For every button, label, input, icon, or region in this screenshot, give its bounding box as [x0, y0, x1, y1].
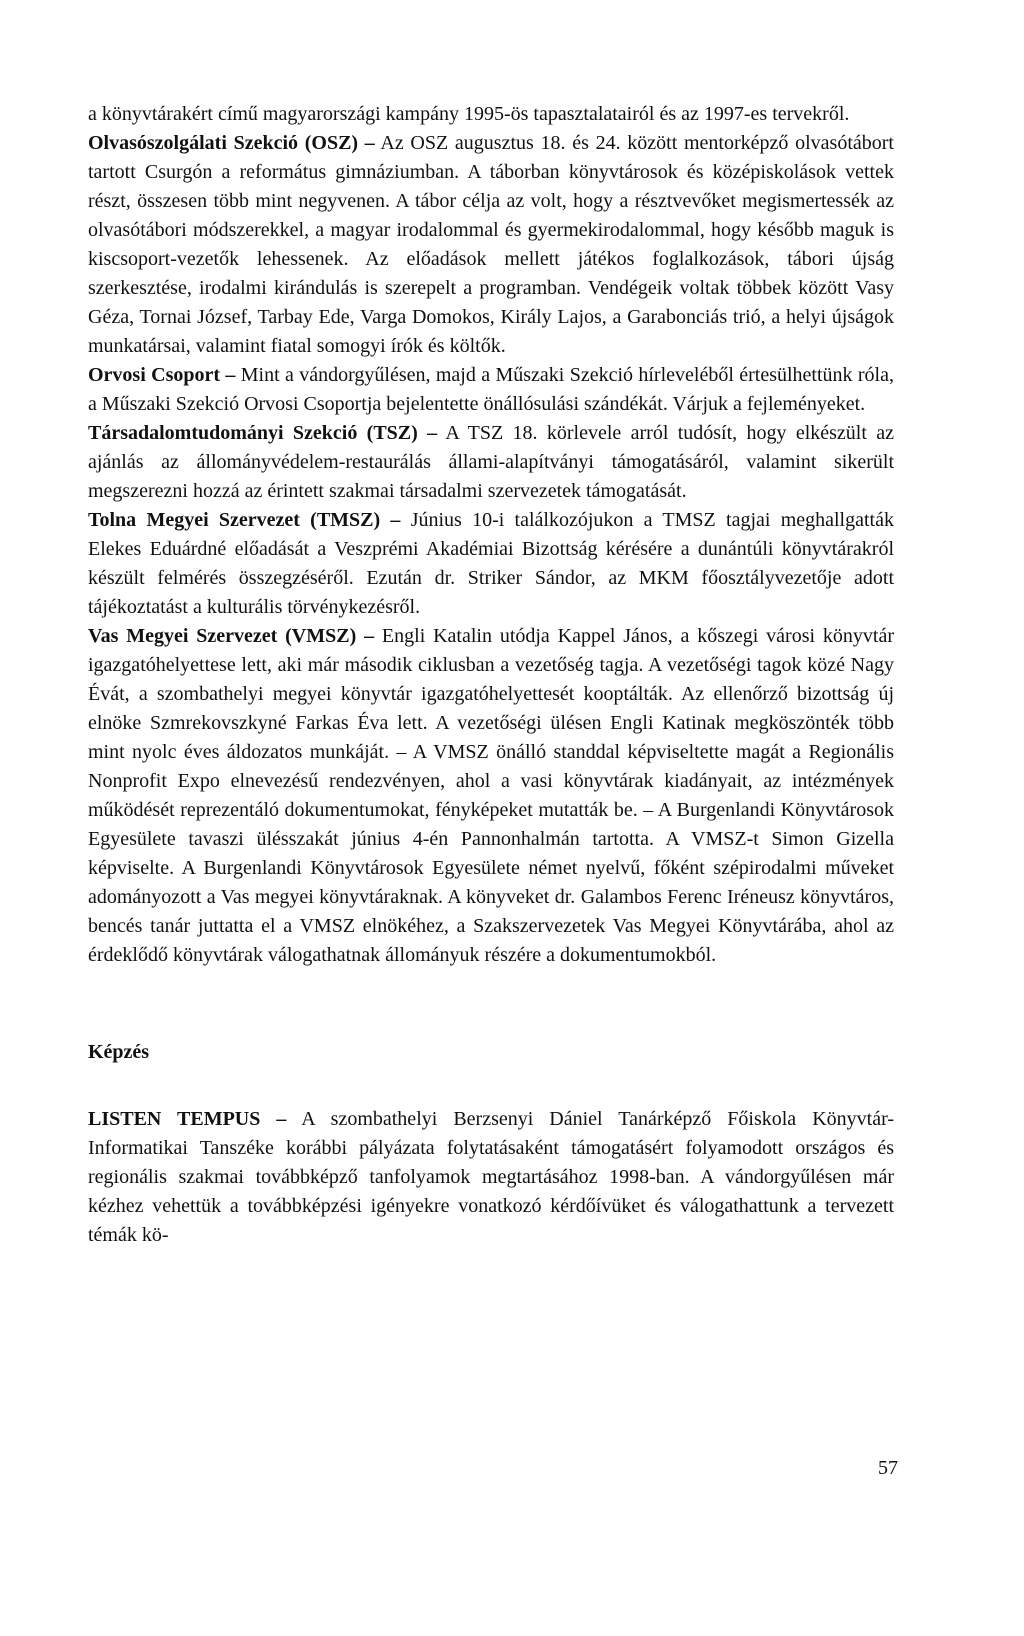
paragraph-tsz: [88, 419, 894, 506]
page-body: [88, 100, 894, 1250]
paragraph-lead: Orvosi Csoport –: [88, 364, 236, 386]
section-heading: Képzés: [88, 1041, 150, 1063]
paragraph-tmsz: [88, 506, 894, 622]
paragraph-text: A TSZ 18. körlevele arról tudósít, hogy elkészült az ajánlás az állományvédelem-restaurálás állami-alapítványi támogatásáról, valamint sikerült megszerezni hozzá az érintett szakmai társadalmi szervezetek támogatását.: [88, 422, 894, 502]
paragraph-lead: LISTEN TEMPUS –: [88, 1108, 287, 1130]
paragraph-lead: Tolna Megyei Szervezet (TMSZ) –: [88, 509, 401, 531]
paragraph-orvosi: [88, 361, 894, 419]
paragraph-lead: Társadalomtudományi Szekció (TSZ) –: [88, 422, 438, 444]
paragraph-text: A szombathelyi Berzsenyi Dániel Tanárképző Főiskola Könyvtár-Informatikai Tanszéke korábbi pályázata folytatásaként támogatásért folyamodott országos és regionális szakmai továbbképző tanfolyamok megtartásához 1998-ban. A vándorgyűlésen már kézhez vehettük a továbbképzési igényekre vonatkozó kérdőívüket és válogathattunk a tervezett témák kö-: [88, 1108, 894, 1246]
paragraph-lead: Olvasószolgálati Szekció (OSZ) –: [88, 132, 375, 154]
paragraph-listen-tempus: [88, 1105, 894, 1250]
paragraph-intro: [88, 100, 894, 129]
paragraph-text: Mint a vándorgyűlésen, majd a Műszaki Szekció hírleveléből értesülhettünk róla, a Műszaki Szekció Orvosi Csoportja bejelentette önállósulási szándékát. Várjuk a fejleményeket.: [88, 364, 894, 415]
paragraph-text: Az OSZ augusztus 18. és 24. között mentorképző olvasótábort tartott Csurgón a református gimnáziumban. A táborban könyvtárosok és középiskolások vettek részt, összesen több mint negyvenen. A tábor célja az volt, hogy a résztvevőket megismertessék az olvasótábori módszerekkel, a magyar irodalommal és gyermekirodalommal, hogy később maguk is kiscsoport-vezetők lehessenek. Az előadások mellett játékos foglalkozások, tábori újság szerkesztése, irodalmi kirándulás is szerepelt a programban. Vendégeik voltak többek között Vasy Géza, Tornai József, Tarbay Ede, Varga Domokos, Király Lajos, a Garabonciás trió, a helyi újságok munkatársai, valamint fiatal somogyi írók és költők.: [88, 132, 894, 357]
paragraph-text: Június 10-i találkozójukon a TMSZ tagjai meghallgatták Elekes Eduárdné előadását a Veszprémi Akadémiai Bizottság kérésére a dunántúli könyvtárakról készült felmérés összegzéséről. Ezután dr. Striker Sándor, az MKM főosztályvezetője adott tájékoztatást a kulturális törvénykezésről.: [88, 509, 894, 618]
paragraph-vmsz: [88, 622, 894, 970]
paragraph-lead: Vas Megyei Szervezet (VMSZ) –: [88, 625, 375, 647]
paragraph-text: a könyvtárakért című magyarországi kampány 1995-ös tapasztalatairól és az 1997-es tervekről.: [88, 103, 850, 125]
paragraph-osz: [88, 129, 894, 361]
paragraph-text: Engli Katalin utódja Kappel János, a kőszegi városi könyvtár igazgatóhelyettese lett, aki már második ciklusban a vezetőség tagja. A vezetőségi tagok közé Nagy Évát, a szombathelyi megyei könyvtár igazgatóhelyettesét kooptálták. Az ellenőrző bizottság új elnöke Szmrekovszkyné Farkas Éva lett. A vezetőségi ülésen Engli Katinak megköszönték több mint nyolc éves áldozatos munkáját. – A VMSZ önálló standdal képviseltette magát a Regionális Nonprofit Expo elnevezésű rendezvényen, ahol a vasi könyvtárak kiadányait, az intézmények működését reprezentáló dokumentumokat, fényképeket mutatták be. – A Burgenlandi Könyvtárosok Egyesülete tavaszi ülésszakát június 4-én Pannonhalmán tartotta. A VMSZ-t Simon Gizella képviselte. A Burgenlandi Könyvtárosok Egyesülete német nyelvű, főként szépirodalmi műveket adományozott a Vas megyei könyvtáraknak. A könyveket dr. Galambos Ferenc Iréneusz könyvtáros, bencés tanár juttatta el a VMSZ elnökéhez, a Szakszervezetek Vas Megyei Könyvtárába, ahol az érdeklődő könyvtárak válogathatnak állományuk részére a dokumentumokból.: [88, 625, 894, 966]
page-number: 57: [878, 1457, 898, 1479]
